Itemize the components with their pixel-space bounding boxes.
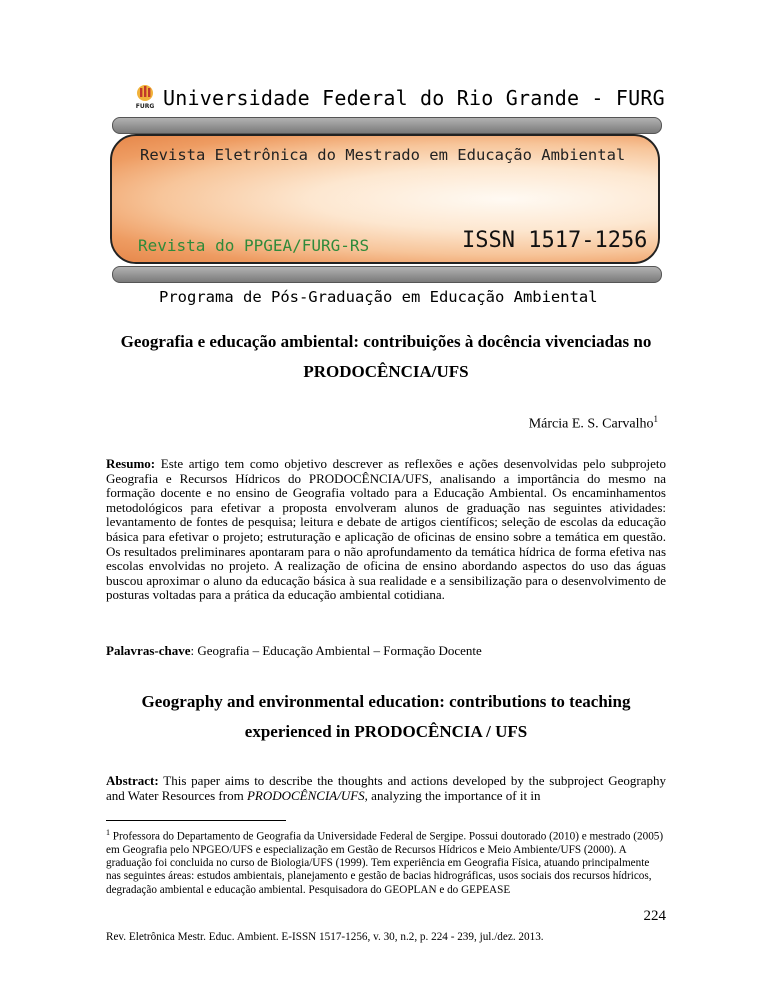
author-name: Márcia E. S. Carvalho <box>528 416 654 432</box>
english-title-line1: Geography and environmental education: contributions to teaching <box>141 692 631 711</box>
abstract-text: Este artigo tem como objetivo descrever as reflexões e ações desenvolvidas pelo subprojeto Geografia e Recursos Hídricos do PRODOCÊNCIA/UFS, analisando a importância do mesmo na formação docente e no ensino de Geografia voltado para a Educação Ambiental. Os encaminhamentos metodológicos para efetivar a proposta envolveram alunos de graduação nas seguintes atividades: levantamento de fontes de pesquisa; leitura e debate de artigos científicos; seleção de escolas da educação básica para efetivar o projeto; estruturação e aplicação de oficinas de ensino sobre a temática em questão. Os resultados preliminares apontaram para o não aprofundamento da temática hídrica de forma efetiva nas escolas envolvidas no projeto. A realização de oficina de ensino abordando aspectos do uso das águas buscou aproximar o aluno da educação básica à sua realidade e a sensibilização para o desenvolvimento de posturas voltadas para a prática da educação ambiental cotidiana. <box>106 456 667 603</box>
author <box>529 414 658 433</box>
journal-title: Revista Eletrônica do Mestrado em Educação Ambiental <box>140 146 626 164</box>
journal-subtitle: Revista do PPGEA/FURG-RS <box>138 236 370 255</box>
header-top-bar <box>112 117 662 134</box>
citation: Rev. Eletrônica Mestr. Educ. Ambient. E-ISSN 1517-1256, v. 30, n.2, p. 224 - 239, jul./dez. 2013. <box>106 931 544 943</box>
abstract <box>106 457 666 603</box>
english-abstract-italic: PRODOCÊNCIA/UFS <box>246 788 365 803</box>
english-abstract-text-b: , analyzing the importance of it in <box>364 788 541 803</box>
program-name: Programa de Pós-Graduação em Educação Ambiental <box>159 288 598 306</box>
page-number: 224 <box>643 908 666 924</box>
footnote-number: 1 <box>106 828 110 837</box>
english-title-line2: experienced in PRODOCÊNCIA / UFS <box>244 722 528 741</box>
keywords <box>106 643 666 658</box>
issn: ISSN 1517-1256 <box>462 228 648 253</box>
abstract-label: Resumo: <box>106 456 156 471</box>
keywords-label: Palavras-chave <box>106 643 191 658</box>
footnote-divider <box>106 820 286 821</box>
article-title-line2: PRODOCÊNCIA/UFS <box>303 362 469 381</box>
university-name: Universidade Federal do Rio Grande - FURG <box>163 86 665 110</box>
logo-text: FURG <box>135 103 155 110</box>
english-abstract-text-a: This paper aims to describe the thoughts and actions developed by the subproject Geography and Water Resources from <box>106 773 666 803</box>
english-abstract <box>106 773 666 803</box>
author-footnote-ref[interactable]: 1 <box>653 414 658 424</box>
keywords-text: : Geografia – Educação Ambiental – Formação Docente <box>190 643 482 658</box>
english-abstract-label: Abstract: <box>106 773 159 788</box>
article-title-line1: Geografia e educação ambiental: contribuições à docência vivenciadas no <box>120 332 652 351</box>
furg-logo <box>134 84 156 110</box>
header-bottom-bar <box>112 266 662 283</box>
footnote-text: Professora do Departamento de Geografia da Universidade Federal de Sergipe. Possui doutorado (2010) e mestrado (2005) em Geografia pelo NPGEO/UFS e especialização em Gestão de Recursos Hídricos e Meio Ambiente/UFS (2000). A graduação foi concluida no curso de Biologia/UFS (1999). Tem experiência em Geografia Física, atuando principalmente nas seguintes áreas: estudos ambientais, planejamento e gestão de bacias hidrográficas, usos sociais dos recursos hídricos, degradação ambiental e educação ambiental. Pesquisadora do GEOPLAN e do GEPEASE <box>106 830 664 896</box>
footnote <box>106 826 666 897</box>
